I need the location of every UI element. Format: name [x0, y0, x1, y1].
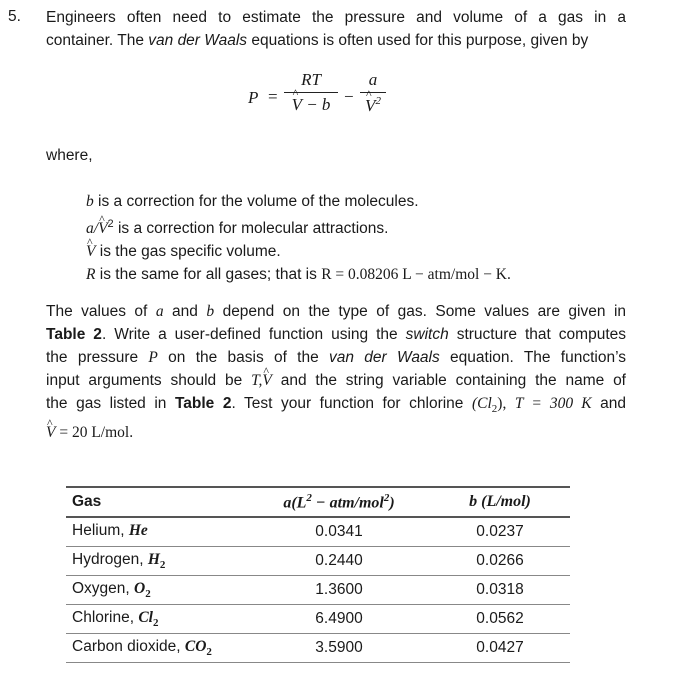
- problem-number: 5.: [8, 8, 21, 25]
- header-a: $a(L^2 - atm/mol^2)$: [283, 491, 395, 512]
- gas-constants-table: [66, 486, 570, 663]
- a-value-cell: 3.5900: [315, 639, 363, 656]
- header-gas: Gas: [72, 493, 102, 510]
- b-value-cell: 0.0562: [476, 610, 524, 627]
- a-value-cell: 1.3600: [315, 581, 363, 598]
- b-value-cell: 0.0266: [476, 552, 524, 569]
- task-paragraph: The values of a and b depend on the type of gas. Some values are given in Table 2. Write a user-defined function using the switch structure that computes the pressure P on the basis of the van der Waals equation. The function’s input arguments should be T,^ V and the string variable containing the name of the gas listed in Table 2. Test your function for chlorine $(Cl_2)$, T = 300 K and ^ V = 20 L/mol.: [46, 300, 628, 444]
- gas-name-cell: Chlorine, $Cl_2$: [72, 608, 159, 630]
- a-value-cell: 6.4900: [315, 610, 363, 627]
- a-value-cell: 0.2440: [315, 552, 363, 569]
- gas-name-cell: Oxygen, $O_2$: [72, 579, 151, 601]
- def-b: b is a correction for the volume of the molecules.: [86, 193, 419, 210]
- definitions-list: [86, 190, 511, 286]
- table-row: [66, 576, 570, 605]
- a-value-cell: 0.0341: [315, 523, 363, 540]
- gas-name-cell: Helium, He: [72, 521, 148, 539]
- gas-name-cell: Hydrogen, $H_2$: [72, 550, 166, 572]
- intro-paragraph: Engineers often need to estimate the pressure and volume of a gas in a container. The van der Waals equations is often used for this purpose, given by: [46, 9, 626, 49]
- table-row: [66, 605, 570, 634]
- def-r: R is the same for all gases; that is R = 0.08206 L − atm/mol − K.: [86, 266, 511, 284]
- b-value-cell: 0.0237: [476, 523, 524, 540]
- table-header-row: [66, 487, 570, 517]
- def-v: ^ V is the gas specific volume.: [86, 240, 511, 263]
- def-a: a/^ $V^2$ is a correction for molecular attractions.: [86, 213, 511, 240]
- table-row: [66, 547, 570, 576]
- table-row: [66, 517, 570, 547]
- where-label: where,: [46, 147, 93, 164]
- gas-name-cell: Carbon dioxide, $CO_2$: [72, 637, 212, 659]
- b-value-cell: 0.0427: [476, 639, 524, 656]
- header-b: b (L/mol): [469, 493, 531, 510]
- table-row: [66, 634, 570, 663]
- b-value-cell: 0.0318: [476, 581, 524, 598]
